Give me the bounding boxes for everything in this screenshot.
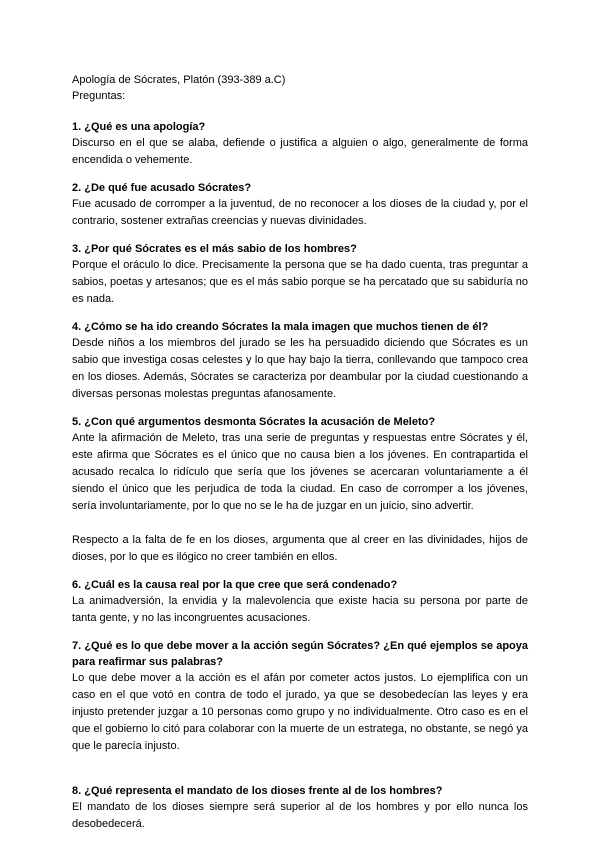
document-title: Apología de Sócrates, Platón (393-389 a.C) <box>72 74 286 86</box>
question-6-answer: La animadversión, la envidia y la malevolencia que existe hacia su persona por parte de tanta gente, y no las incongruentes acusaciones. <box>72 595 528 624</box>
question-1-heading: 1. ¿Qué es una apología? <box>72 121 206 133</box>
question-1-answer: Discurso en el que se alaba, defiende o justifica a alguien o algo, generalmente de forma encendida o vehemente. <box>72 137 528 166</box>
question-6-heading: 6. ¿Cuál es la causa real por la que cree que será condenado? <box>72 579 398 591</box>
question-block-2 <box>72 180 528 230</box>
question-4-answer: Desde niños a los miembros del jurado se les ha persuadido diciendo que Sócrates es un sabio que investiga cosas celestes y lo que hay bajo la tierra, conllevando que tampoco crea en los dioses. Además, Sócrates se caracteriza por deambular por la ciudad cuestionando a diversas personas molestas preguntas afanosamente. <box>72 337 528 400</box>
question-block-4 <box>72 319 528 403</box>
question-block-5 <box>72 414 528 566</box>
question-2-heading: 2. ¿De qué fue acusado Sócrates? <box>72 182 252 194</box>
question-2-answer: Fue acusado de corromper a la juventud, de no reconocer a los dioses de la ciudad y, por el contrario, sostener extrañas creencias y nuevas divinidades. <box>72 198 528 227</box>
question-5-heading: 5. ¿Con qué argumentos desmonta Sócrates la acusación de Meleto? <box>72 416 436 428</box>
question-4-heading: 4. ¿Cómo se ha ido creando Sócrates la mala imagen que muchos tienen de él? <box>72 321 489 333</box>
question-8-heading: 8. ¿Qué representa el mandato de los dioses frente al de los hombres? <box>72 785 443 797</box>
question-3-answer: Porque el oráculo lo dice. Precisamente la persona que se ha dado cuenta, tras preguntar a sabios, poetas y artesanos; que es el más sabio porque se ha percatado que su sabiduría no es nada. <box>72 259 528 305</box>
question-5-answer-paragraph-2: Respecto a la falta de fe en los dioses, argumenta que al creer en las divinidades, hijos de dioses, por lo que es ilógico no creer también en ellos. <box>72 534 528 563</box>
document-header <box>72 72 528 104</box>
question-block-1 <box>72 119 528 169</box>
question-3-heading: 3. ¿Por qué Sócrates es el más sabio de los hombres? <box>72 243 357 255</box>
question-8-answer: El mandato de los dioses siempre será superior al de los hombres y por ello nunca los desobedecerá. <box>72 801 528 830</box>
question-block-8 <box>72 783 528 833</box>
question-7-answer: Lo que debe mover a la acción es el afán por cometer actos justos. Lo ejemplifica con un caso en el que votó en contra de todo el jurado, ya que se desobedecían las leyes y era injusto pretender juzgar a 10 personas como grupo y no individualmente. Otro caso es en el que el gobierno lo citó para colaborar con la muerte de un estratega, no obstante, se negó ya que le parecía injusto. <box>72 672 528 752</box>
question-block-6 <box>72 577 528 627</box>
question-7-heading: 7. ¿Qué es lo que debe mover a la acción según Sócrates? ¿En qué ejemplos se apoya para reafirmar sus palabras? <box>72 640 528 668</box>
question-block-7 <box>72 638 528 755</box>
question-5-answer-paragraph-1: Ante la afirmación de Meleto, tras una serie de preguntas y respuestas entre Sócrates y él, este afirma que Sócrates es el único que no causa bien a los jóvenes. En contrapartida el acusado recalca lo ridículo que sería que los jóvenes se acercaran voluntariamente a él siendo el único que les perjudica de toda la ciudad. En caso de corromper a los jóvenes, sería involuntariamente, por lo que no se le ha de juzgar en un juicio, sino advertir. <box>72 432 528 512</box>
document-subtitle: Preguntas: <box>72 90 126 102</box>
question-block-3 <box>72 241 528 308</box>
